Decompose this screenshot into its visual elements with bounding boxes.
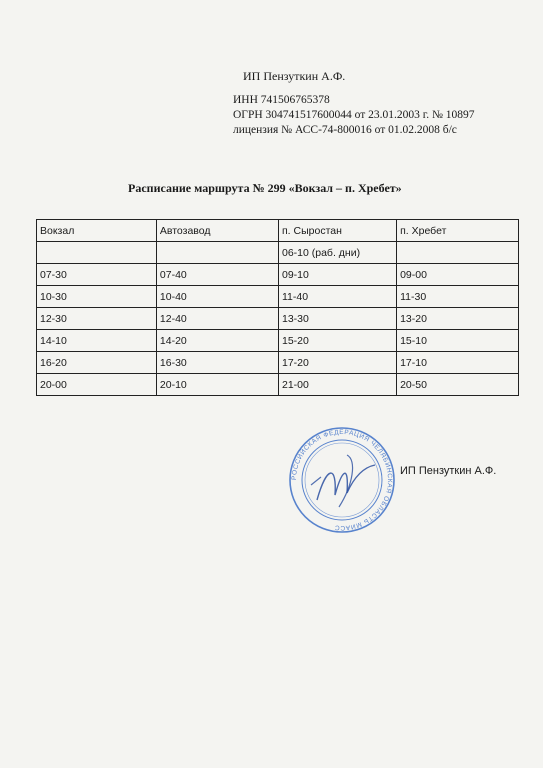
column-header: Вокзал: [37, 220, 157, 242]
table-cell: 20-00: [37, 374, 157, 396]
table-cell: 17-20: [278, 352, 396, 374]
table-row: [37, 286, 519, 308]
table-row: [37, 308, 519, 330]
official-stamp: [287, 425, 397, 535]
table-cell: 16-20: [37, 352, 157, 374]
table-row: [37, 264, 519, 286]
schedule-table: [36, 219, 519, 396]
table-note-row: [37, 242, 519, 264]
table-row: [37, 330, 519, 352]
column-header: Автозавод: [156, 220, 278, 242]
entrepreneur-name: ИП Пензуткин А.Ф.: [243, 69, 346, 83]
svg-text:РОССИЙСКАЯ ФЕДЕРАЦИЯ ЧЕЛЯБИНСК: [291, 429, 393, 531]
table-row: [37, 352, 519, 374]
column-header: п. Сыростан: [278, 220, 396, 242]
table-cell: 09-10: [278, 264, 396, 286]
ogrn-line: ОГРН 304741517600044 от 23.01.2003 г. № 10897: [233, 109, 475, 121]
table-cell: [156, 242, 278, 264]
schedule-title: Расписание маршрута № 299 «Вокзал – п. Хребет»: [128, 181, 402, 195]
table-cell: 17-10: [397, 352, 519, 374]
table-cell: 14-20: [156, 330, 278, 352]
table-header-row: [37, 220, 519, 242]
column-header: п. Хребет: [397, 220, 519, 242]
table-cell: [37, 242, 157, 264]
table-cell: [397, 242, 519, 264]
table-cell: 14-10: [37, 330, 157, 352]
table-cell: 07-30: [37, 264, 157, 286]
table-cell: 13-30: [278, 308, 396, 330]
workday-note: 06-10 (раб. дни): [278, 242, 396, 264]
stamp-text: РОССИЙСКАЯ ФЕДЕРАЦИЯ ЧЕЛЯБИНСКАЯ ОБЛАСТЬ МИАСС: [290, 428, 394, 532]
table-cell: 11-40: [278, 286, 396, 308]
table-cell: 15-10: [397, 330, 519, 352]
table-row: [37, 374, 519, 396]
table-cell: 20-10: [156, 374, 278, 396]
table-cell: 21-00: [278, 374, 396, 396]
signature-name: ИП Пензуткин А.Ф.: [400, 465, 497, 477]
table-cell: 07-40: [156, 264, 278, 286]
inn-line: ИНН 741506765378: [233, 94, 330, 106]
table-cell: 09-00: [397, 264, 519, 286]
table-cell: 10-30: [37, 286, 157, 308]
table-cell: 12-30: [37, 308, 157, 330]
table-cell: 11-30: [397, 286, 519, 308]
table-cell: 13-20: [397, 308, 519, 330]
table-cell: 12-40: [156, 308, 278, 330]
table-cell: 15-20: [278, 330, 396, 352]
license-line: лицензия № АСС-74-800016 от 01.02.2008 б/с: [233, 124, 457, 136]
table-cell: 16-30: [156, 352, 278, 374]
table-cell: 20-50: [397, 374, 519, 396]
table-cell: 10-40: [156, 286, 278, 308]
